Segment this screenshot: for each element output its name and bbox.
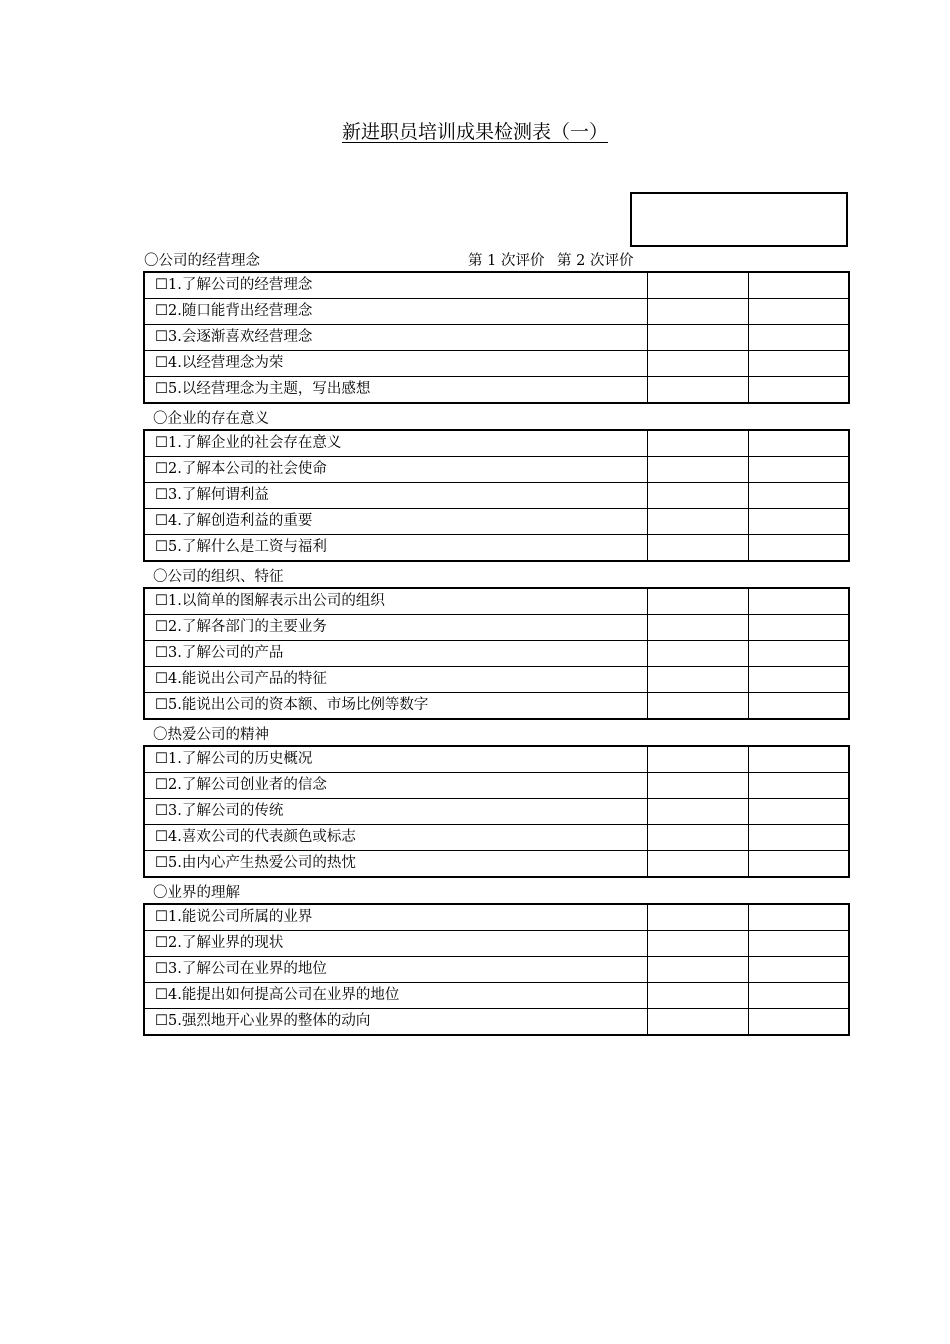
section-table-organization bbox=[143, 587, 850, 720]
table-row bbox=[144, 509, 849, 535]
first-eval-cell[interactable] bbox=[648, 773, 749, 799]
second-eval-cell[interactable] bbox=[748, 430, 849, 457]
section-title: 〇企业的存在意义 bbox=[153, 411, 269, 427]
first-eval-cell[interactable] bbox=[648, 931, 749, 957]
second-eval-cell[interactable] bbox=[748, 931, 849, 957]
second-eval-cell[interactable] bbox=[748, 588, 849, 615]
section-header-company-spirit bbox=[143, 726, 850, 745]
first-eval-cell[interactable] bbox=[648, 983, 749, 1009]
second-eval-cell[interactable] bbox=[748, 272, 849, 299]
item-label: ☐3.了解公司的产品 bbox=[144, 641, 648, 667]
table-row bbox=[144, 457, 849, 483]
second-eval-cell[interactable] bbox=[748, 641, 849, 667]
table-row bbox=[144, 299, 849, 325]
item-label: ☐5.由内心产生热爱公司的热忱 bbox=[144, 851, 648, 878]
item-label: ☐2.了解各部门的主要业务 bbox=[144, 615, 648, 641]
table-row bbox=[144, 1009, 849, 1036]
item-label: ☐4.能提出如何提高公司在业界的地位 bbox=[144, 983, 648, 1009]
second-eval-cell[interactable] bbox=[748, 535, 849, 562]
first-eval-cell[interactable] bbox=[648, 825, 749, 851]
second-eval-cell[interactable] bbox=[748, 851, 849, 878]
section-title: 〇业界的理解 bbox=[153, 885, 240, 901]
first-eval-cell[interactable] bbox=[648, 693, 749, 720]
first-eval-cell[interactable] bbox=[648, 1009, 749, 1036]
item-label: ☐3.了解公司的传统 bbox=[144, 799, 648, 825]
section-title: 〇公司的经营理念 bbox=[144, 253, 260, 269]
second-eval-cell[interactable] bbox=[748, 509, 849, 535]
first-eval-cell[interactable] bbox=[648, 483, 749, 509]
first-eval-cell[interactable] bbox=[648, 641, 749, 667]
item-label: ☐3.会逐渐喜欢经营理念 bbox=[144, 325, 648, 351]
table-row bbox=[144, 825, 849, 851]
first-eval-cell[interactable] bbox=[648, 957, 749, 983]
second-eval-cell[interactable] bbox=[748, 693, 849, 720]
table-row bbox=[144, 325, 849, 351]
second-eval-header: 第 2 次评价 bbox=[557, 253, 634, 269]
second-eval-cell[interactable] bbox=[748, 957, 849, 983]
table-row bbox=[144, 430, 849, 457]
second-eval-cell[interactable] bbox=[748, 299, 849, 325]
second-eval-cell[interactable] bbox=[748, 615, 849, 641]
first-eval-cell[interactable] bbox=[648, 851, 749, 878]
item-label: ☐2.了解业界的现状 bbox=[144, 931, 648, 957]
item-label: ☐1.了解企业的社会存在意义 bbox=[144, 430, 648, 457]
section-table-company-spirit bbox=[143, 745, 850, 878]
table-row bbox=[144, 377, 849, 404]
item-label: ☐4.以经营理念为荣 bbox=[144, 351, 648, 377]
table-row bbox=[144, 351, 849, 377]
item-label: ☐5.以经营理念为主题，写出感想 bbox=[144, 377, 648, 404]
section-table-enterprise-meaning bbox=[143, 429, 850, 562]
first-eval-cell[interactable] bbox=[648, 535, 749, 562]
item-label: ☐1.以简单的图解表示出公司的组织 bbox=[144, 588, 648, 615]
table-row bbox=[144, 483, 849, 509]
section-header-industry bbox=[143, 884, 850, 903]
section-title: 〇热爱公司的精神 bbox=[153, 727, 269, 743]
approval-stamp-box bbox=[630, 192, 848, 247]
first-eval-cell[interactable] bbox=[648, 799, 749, 825]
item-label: ☐4.能说出公司产品的特征 bbox=[144, 667, 648, 693]
table-row bbox=[144, 535, 849, 562]
second-eval-cell[interactable] bbox=[748, 667, 849, 693]
second-eval-cell[interactable] bbox=[748, 746, 849, 773]
section-header-business-philosophy bbox=[143, 252, 850, 271]
item-label: ☐1.能说公司所属的业界 bbox=[144, 904, 648, 931]
second-eval-cell[interactable] bbox=[748, 983, 849, 1009]
second-eval-cell[interactable] bbox=[748, 483, 849, 509]
first-eval-cell[interactable] bbox=[648, 904, 749, 931]
first-eval-cell[interactable] bbox=[648, 325, 749, 351]
item-label: ☐1.了解公司的经营理念 bbox=[144, 272, 648, 299]
section-table-industry bbox=[143, 903, 850, 1036]
item-label: ☐1.了解公司的历史概况 bbox=[144, 746, 648, 773]
second-eval-cell[interactable] bbox=[748, 904, 849, 931]
first-eval-cell[interactable] bbox=[648, 351, 749, 377]
section-header-enterprise-meaning bbox=[143, 410, 850, 429]
item-label: ☐2.了解本公司的社会使命 bbox=[144, 457, 648, 483]
item-label: ☐5.强烈地开心业界的整体的动向 bbox=[144, 1009, 648, 1036]
table-row bbox=[144, 746, 849, 773]
second-eval-cell[interactable] bbox=[748, 1009, 849, 1036]
table-row bbox=[144, 957, 849, 983]
first-eval-cell[interactable] bbox=[648, 667, 749, 693]
table-row bbox=[144, 983, 849, 1009]
first-eval-header: 第 1 次评价 bbox=[468, 253, 545, 269]
first-eval-cell[interactable] bbox=[648, 588, 749, 615]
second-eval-cell[interactable] bbox=[748, 799, 849, 825]
first-eval-cell[interactable] bbox=[648, 377, 749, 404]
item-label: ☐2.了解公司创业者的信念 bbox=[144, 773, 648, 799]
item-label: ☐2.随口能背出经营理念 bbox=[144, 299, 648, 325]
first-eval-cell[interactable] bbox=[648, 746, 749, 773]
first-eval-cell[interactable] bbox=[648, 299, 749, 325]
item-label: ☐5.了解什么是工资与福利 bbox=[144, 535, 648, 562]
item-label: ☐4.喜欢公司的代表颜色或标志 bbox=[144, 825, 648, 851]
table-row bbox=[144, 904, 849, 931]
table-row bbox=[144, 667, 849, 693]
section-header-organization bbox=[143, 568, 850, 587]
table-row bbox=[144, 272, 849, 299]
second-eval-cell[interactable] bbox=[748, 325, 849, 351]
table-row bbox=[144, 615, 849, 641]
checklist-sections bbox=[143, 252, 850, 1036]
table-row bbox=[144, 588, 849, 615]
table-row bbox=[144, 641, 849, 667]
item-label: ☐5.能说出公司的资本额、市场比例等数字 bbox=[144, 693, 648, 720]
second-eval-cell[interactable] bbox=[748, 773, 849, 799]
second-eval-cell[interactable] bbox=[748, 825, 849, 851]
second-eval-cell[interactable] bbox=[748, 351, 849, 377]
page-title: 新进职员培训成果检测表（一） bbox=[341, 121, 608, 143]
item-label: ☐3.了解何谓利益 bbox=[144, 483, 648, 509]
first-eval-cell[interactable] bbox=[648, 509, 749, 535]
table-row bbox=[144, 799, 849, 825]
first-eval-cell[interactable] bbox=[648, 457, 749, 483]
second-eval-cell[interactable] bbox=[748, 377, 849, 404]
section-title: 〇公司的组织、特征 bbox=[153, 569, 284, 585]
table-row bbox=[144, 931, 849, 957]
section-table-business-philosophy bbox=[143, 271, 850, 404]
first-eval-cell[interactable] bbox=[648, 615, 749, 641]
item-label: ☐3.了解公司在业界的地位 bbox=[144, 957, 648, 983]
first-eval-cell[interactable] bbox=[648, 430, 749, 457]
table-row bbox=[144, 773, 849, 799]
table-row bbox=[144, 693, 849, 720]
item-label: ☐4.了解创造利益的重要 bbox=[144, 509, 648, 535]
second-eval-cell[interactable] bbox=[748, 457, 849, 483]
first-eval-cell[interactable] bbox=[648, 272, 749, 299]
table-row bbox=[144, 851, 849, 878]
